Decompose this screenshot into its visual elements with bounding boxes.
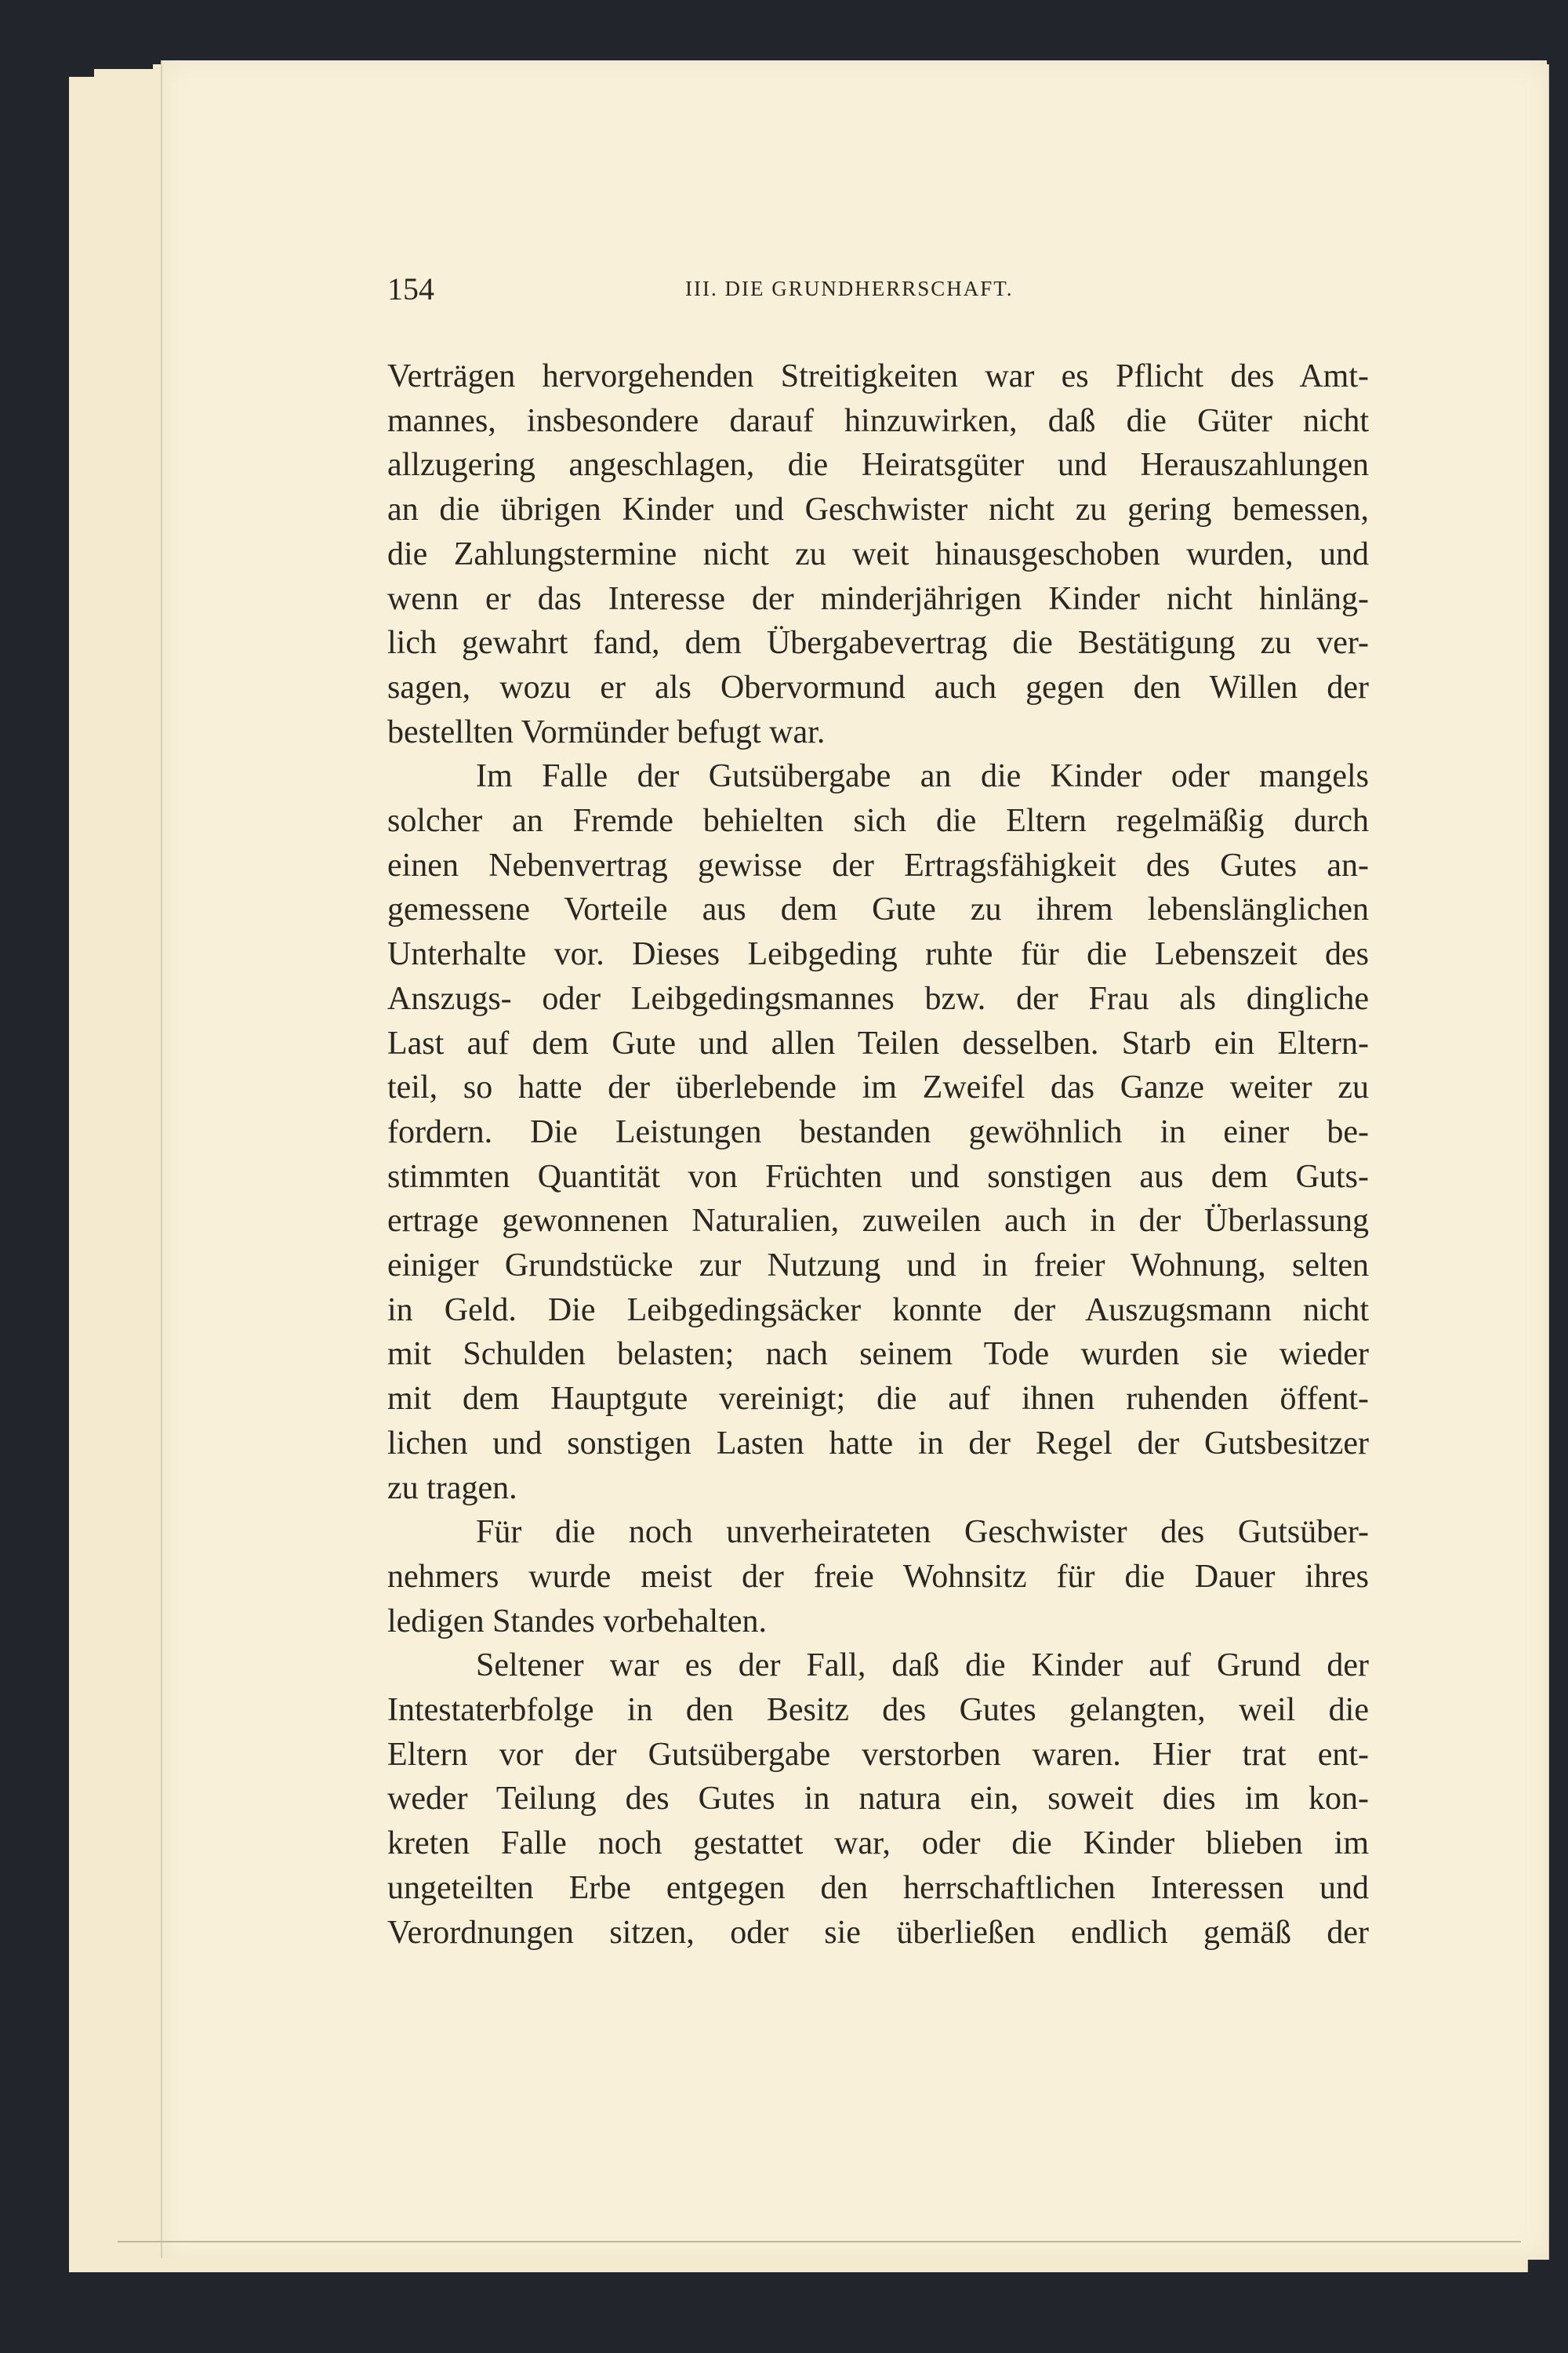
running-head: III. DIE GRUNDHERRSCHAFT.	[685, 277, 1014, 300]
page-header	[387, 271, 1369, 310]
text-line: stimmten Quantität von Früchten und sonstigen aus dem Guts-	[387, 1158, 1369, 1195]
text-line: allzugering angeschlagen, die Heiratsgüter und Herauszahlungen	[387, 447, 1369, 484]
text-line: mit Schulden belasten; nach seinem Tode wurden sie wieder	[387, 1336, 1369, 1373]
text-line: Verordnungen sitzen, oder sie überließen endlich gemäß der	[387, 1914, 1369, 1951]
page-bottom-edge	[118, 2241, 1521, 2242]
text-line: Eltern vor der Gutsübergabe verstorben waren. Hier trat ent-	[387, 1736, 1369, 1773]
text-line: lichen und sonstigen Lasten hatte in der Regel der Gutsbesitzer	[387, 1425, 1369, 1462]
text-line: an die übrigen Kinder und Geschwister nicht zu gering bemessen,	[387, 492, 1369, 528]
text-line: lich gewahrt fand, dem Übergabevertrag die Bestätigung zu ver-	[387, 625, 1369, 662]
text-line: kreten Falle noch gestattet war, oder die Kinder blieben im	[387, 1825, 1369, 1862]
text-line: weder Teilung des Gutes in natura ein, soweit dies im kon-	[387, 1781, 1369, 1817]
text-line: die Zahlungstermine nicht zu weit hinausgeschoben wurden, und	[387, 536, 1369, 572]
text-line: fordern. Die Leistungen bestanden gewöhnlich in einer be-	[387, 1113, 1369, 1150]
text-line: in Geld. Die Leibgedingsäcker konnte der Auszugsmann nicht	[387, 1291, 1369, 1328]
text-line: nehmers wurde meist der freie Wohnsitz für die Dauer ihres	[387, 1558, 1369, 1595]
text-line: Anszugs- oder Leibgedingsmannes bzw. der Frau als dingliche	[387, 980, 1369, 1017]
text-line: Für die noch unverheirateten Geschwister des Gutsüber-	[476, 1514, 1369, 1551]
text-line: solcher an Fremde behielten sich die Eltern regelmäßig durch	[387, 803, 1369, 839]
text-line: Verträgen hervorgehenden Streitigkeiten war es Pflicht des Amt-	[387, 358, 1369, 394]
text-line: zu tragen.	[387, 1469, 517, 1506]
text-line: Im Falle der Gutsübergabe an die Kinder oder mangels	[476, 758, 1369, 795]
text-line: teil, so hatte der überlebende im Zweifel das Ganze weiter zu	[387, 1069, 1369, 1106]
text-line: Unterhalte vor. Dieses Leibgeding ruhte für die Lebenszeit des	[387, 936, 1369, 973]
text-line: mit dem Hauptgute vereinigt; die auf ihnen ruhenden öffent-	[387, 1381, 1369, 1418]
page-number: 154	[387, 271, 434, 307]
text-line: mannes, insbesondere darauf hinzuwirken, daß die Güter nicht	[387, 402, 1369, 439]
text-line: Intestaterbfolge in den Besitz des Gutes gelangten, weil die	[387, 1692, 1369, 1728]
text-line: Last auf dem Gute und allen Teilen desselben. Starb ein Eltern-	[387, 1025, 1369, 1062]
text-line: Seltener war es der Fall, daß die Kinder auf Grund der	[476, 1647, 1369, 1684]
text-line: bestellten Vormünder befugt war.	[387, 714, 826, 750]
text-line: einiger Grundstücke zur Nutzung und in freier Wohnung, selten	[387, 1247, 1369, 1284]
text-line: ungeteilten Erbe entgegen den herrschaftlichen Interessen und	[387, 1869, 1369, 1906]
text-line: gemessene Vorteile aus dem Gute zu ihrem lebenslänglichen	[387, 891, 1369, 928]
text-line: wenn er das Interesse der minderjährigen Kinder nicht hinläng-	[387, 580, 1369, 617]
text-line: ledigen Standes vorbehalten.	[387, 1603, 768, 1639]
text-line: ertrage gewonnenen Naturalien, zuweilen auch in der Überlassung	[387, 1203, 1369, 1240]
text-line: sagen, wozu er als Obervormund auch gegen den Willen der	[387, 669, 1369, 706]
text-line: einen Nebenvertrag gewisse der Ertragsfähigkeit des Gutes an-	[387, 847, 1369, 884]
